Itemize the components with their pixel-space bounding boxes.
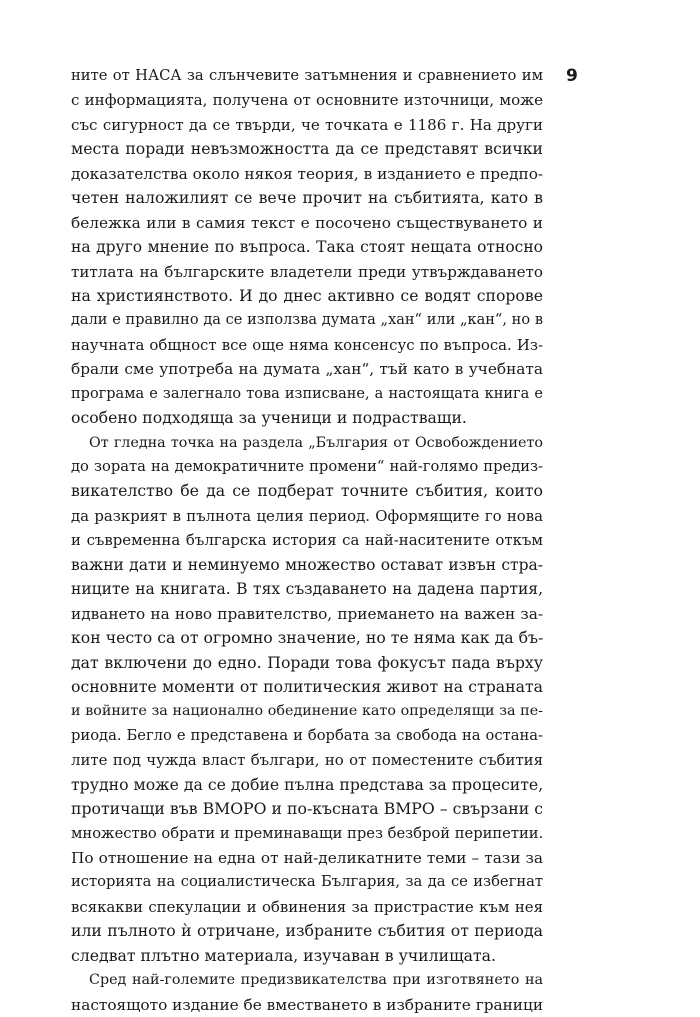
- text-line: със сигурност да се твърди, че точката е 1186 г. На други: [71, 115, 543, 134]
- text-line: с информацията, получена от основните източници, може: [71, 91, 543, 110]
- text-line: на друго мнение по въпроса. Така стоят нещата относно: [71, 238, 543, 257]
- text-line: места поради невъзможността да се представят всички: [71, 139, 543, 159]
- text-line: дали е правилно да се използва думата „хан“ или „кан“, но в: [71, 312, 543, 329]
- text-line: ните от НАСА за слънчевите затъмнения и сравнението им: [71, 67, 543, 84]
- text-line: и войните за национално обединение като определящи за пе-: [71, 703, 543, 720]
- text-line: дат включени до едно. Поради това фокусът пада върху: [71, 652, 543, 672]
- text-line: протичащи във ВМОРО и по-късната ВМРО – свързани с: [71, 799, 543, 819]
- text-line: идването на ново правителство, приемането на важен за-: [71, 604, 543, 623]
- text-line: историята на социалистическа България, за да се избегнат: [71, 873, 543, 891]
- text-line: викателство бе да се подберат точните събития, които: [71, 481, 543, 501]
- text-line: програма е залегнало това изписване, а настоящата книга е: [71, 385, 543, 402]
- text-line: на християнството. И до днес активно се водят спорове: [71, 285, 543, 305]
- body-text: [71, 64, 543, 1017]
- text-line: От гледна точка на раздела „България от Освобождението: [89, 434, 543, 451]
- text-line: По отношение на една от най-деликатните теми – тази за: [71, 849, 543, 867]
- text-line: настоящото издание бе вместването в избраните граници: [71, 995, 543, 1014]
- page-number: 9: [566, 66, 578, 86]
- text-line: важни дати и неминуемо множество остават извън стра-: [71, 555, 543, 574]
- text-line: лите под чужда власт българи, но от поместените събития: [71, 751, 543, 770]
- text-line: до зората на демократичните промени“ най-голямо предиз-: [71, 458, 543, 475]
- text-line: кон често са от огромно значение, но те няма как да бъ-: [71, 628, 543, 648]
- text-line: следват плътно материала, изучаван в училищата.: [71, 945, 497, 965]
- text-line: или пълното ѝ отричане, избраните събития от периода: [71, 921, 543, 941]
- text-line: брали сме употреба на думата „хан“, тъй като в учебната: [71, 360, 543, 379]
- text-line: доказателства около някоя теория, в изданието е предпо-: [71, 164, 543, 183]
- text-line: Сред най-големите предизвикателства при изготвянето на: [89, 972, 543, 989]
- text-line: всякакви спекулации и обвинения за пристрастие към нея: [71, 897, 543, 916]
- text-line: четен наложилият се вече прочит на събитията, като в: [71, 188, 543, 208]
- text-line: бележка или в самия текст е посочено съществуването и: [71, 213, 543, 232]
- text-line: и съвременна българска история са най-наситените откъм: [71, 531, 543, 550]
- text-line: риода. Бегло е представена и борбата за свобода на остана-: [71, 726, 543, 744]
- text-line: да разкрият в пълнота целия период. Оформящите го нова: [71, 506, 543, 525]
- text-line: научната общност все още няма консенсус по въпроса. Из-: [71, 335, 543, 354]
- text-line: титлата на българските владетели преди утвърждаването: [71, 262, 543, 281]
- text-line: особено подходяща за ученици и подрастващи.: [71, 408, 467, 428]
- text-line: трудно може да се добие пълна представа за процесите,: [71, 774, 543, 794]
- text-line: множество обрати и преминаващи през безброй перипетии.: [71, 824, 543, 842]
- text-line: ниците на книгата. В тях създаването на дадена партия,: [71, 580, 543, 599]
- text-line: основните моменти от политическия живот на страната: [71, 676, 543, 696]
